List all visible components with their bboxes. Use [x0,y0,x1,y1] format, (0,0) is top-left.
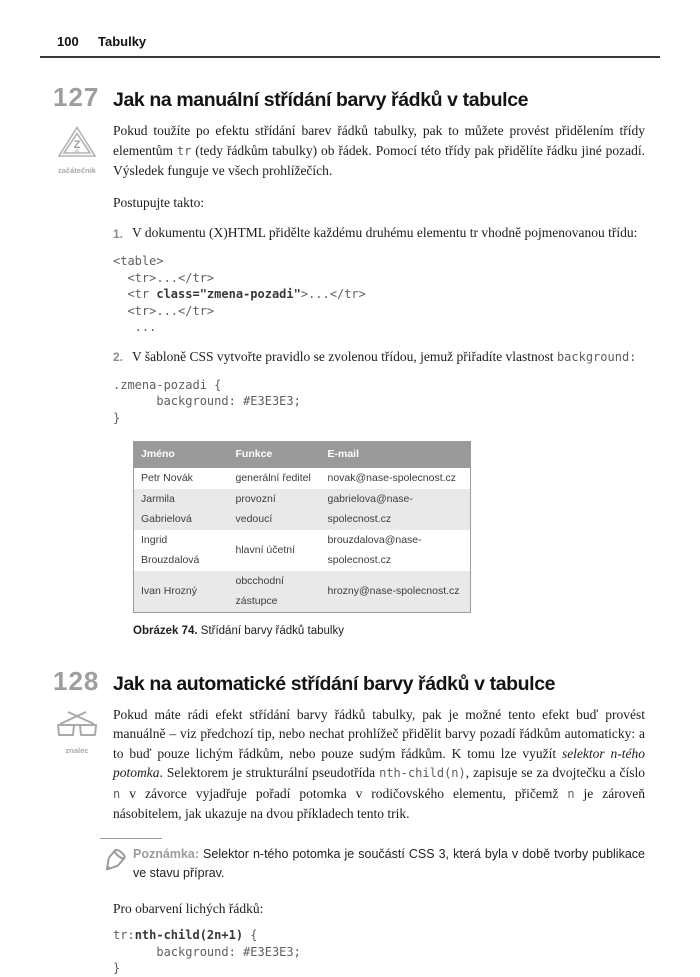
figure-caption-label: Obrázek 74. [133,625,198,637]
chapter-title: Tabulky [98,34,147,49]
tip-127-heading [40,82,660,113]
table-header-row [134,442,471,468]
svg-text:Z: Z [73,139,81,151]
code-block-nth-child: tr:nth-child(2n+1) { background: #E3E3E3; } [113,928,301,975]
glasses-icon [55,709,99,739]
tip-128-title: Jak na automatické střídání barvy řádků v tabulce [113,672,556,695]
tip-128-intro: Pokud máte rádi efekt střídání barvy řádků tabulky, pak je možné tento efekt buď provést manuálně – viz předchozí tip, nebo nechat prohlížeč přidělit barvy pozadí řádkům automaticky: a to buď pouze lichým řádkům, nebo pouze sudým řádkům. K tomu lze využít selektor n-tého potomka. Selektorem je strukturální pseudotřída nth-child(n), zapisuje se za dvojtečku a číslo n v závorce vyjadřuje pořadí potomka v rodičovského elementu, přičemž n je zároveň násobitelem, jak ukazuje na dvou příkladech tento trik. [113,706,646,821]
note-label: Poznámka: [133,846,199,861]
code-block-html: <table> <tr>...</tr> <tr class="zmena-pozadi">...</tr> <tr>...</tr> ... [113,254,366,334]
beginner-badge [53,125,101,175]
tip-127-number: 127 [53,82,100,112]
tip-127-body [40,121,660,642]
step-1 [113,223,645,244]
page-number: 100 [57,34,79,49]
code-block-css-class: .zmena-pozadi { background: #E3E3E3; } [113,377,301,425]
step-2-text: V šabloně CSS vytvořte pravidlo se zvolenou třídou, jemuž přiřadíte vlastnost background: [132,348,637,364]
tip-128-lead: Pro obarvení lichých řádků: [113,900,264,916]
inline-code-background: background: [556,349,637,364]
tip-128-heading [40,666,660,697]
tip-127-lead: Postupujte takto: [113,194,205,210]
code-bold-class: class="zmena-pozadi" [156,287,301,301]
term-nth-child-selector: selektor n-tého potomka [113,745,645,780]
table-row: Jarmila Gabrielová provozní vedoucí gabrielova@nase-spolecnost.cz [134,489,471,530]
note-divider [100,838,162,839]
inline-code-nth-child: nth-child(n) [379,766,466,780]
note-block [100,838,645,883]
code-bold-nth-child: nth-child(2n+1) [134,928,244,942]
step-2 [113,347,645,368]
column-header: Jméno [134,442,229,468]
inline-code-tr: tr [176,143,192,158]
expert-badge [53,709,101,755]
pencil-note-icon [100,847,128,877]
running-header [40,34,660,58]
tip-128-number: 128 [53,665,100,696]
triangle-z-icon [57,125,97,159]
step-1-number: 1. [113,226,124,241]
column-header: E-mail [321,442,471,468]
table-row: Ivan Hrozný obcchodní zástupce hrozny@nase-spolecnost.cz [134,571,471,613]
step-2-number: 2. [113,350,124,364]
tip-128-body [40,705,660,977]
column-header: Funkce [229,442,321,468]
figure-table [133,441,471,613]
tip-127-title: Jak na manuální střídání barvy řádků v tabulce [113,89,529,111]
table-row: Ingrid Brouzdalová hlavní účetní brouzdalova@nase-spolecnost.cz [134,530,471,571]
note-text: Poznámka: Selektor n-tého potomka je součástí CSS 3, která byla v době tvorby publikace ve stavu příprav. [133,846,645,880]
figure-caption: Obrázek 74. Střídání barvy řádků tabulky [133,625,344,637]
beginner-badge-label: začátečník [58,166,96,175]
tip-127-intro: Pokud toužíte po efektu střídání barev řádků tabulky, pak to můžete provést přidělením třídy elementům tr (tedy řádkům tabulky) ob řádek. Pomocí této třídy pak přidělíte řádku jiné pozadí. Výsledek funguje ve všech prohlížečích. [113,123,645,178]
expert-badge-label: znalec [65,745,89,755]
step-1-text: V dokumentu (X)HTML přidělte každému druhému elementu tr vhodně pojmenovanou třídu: [132,225,638,240]
table-row: Petr Novák generální ředitel novak@nase-spolecnost.cz [134,468,471,490]
